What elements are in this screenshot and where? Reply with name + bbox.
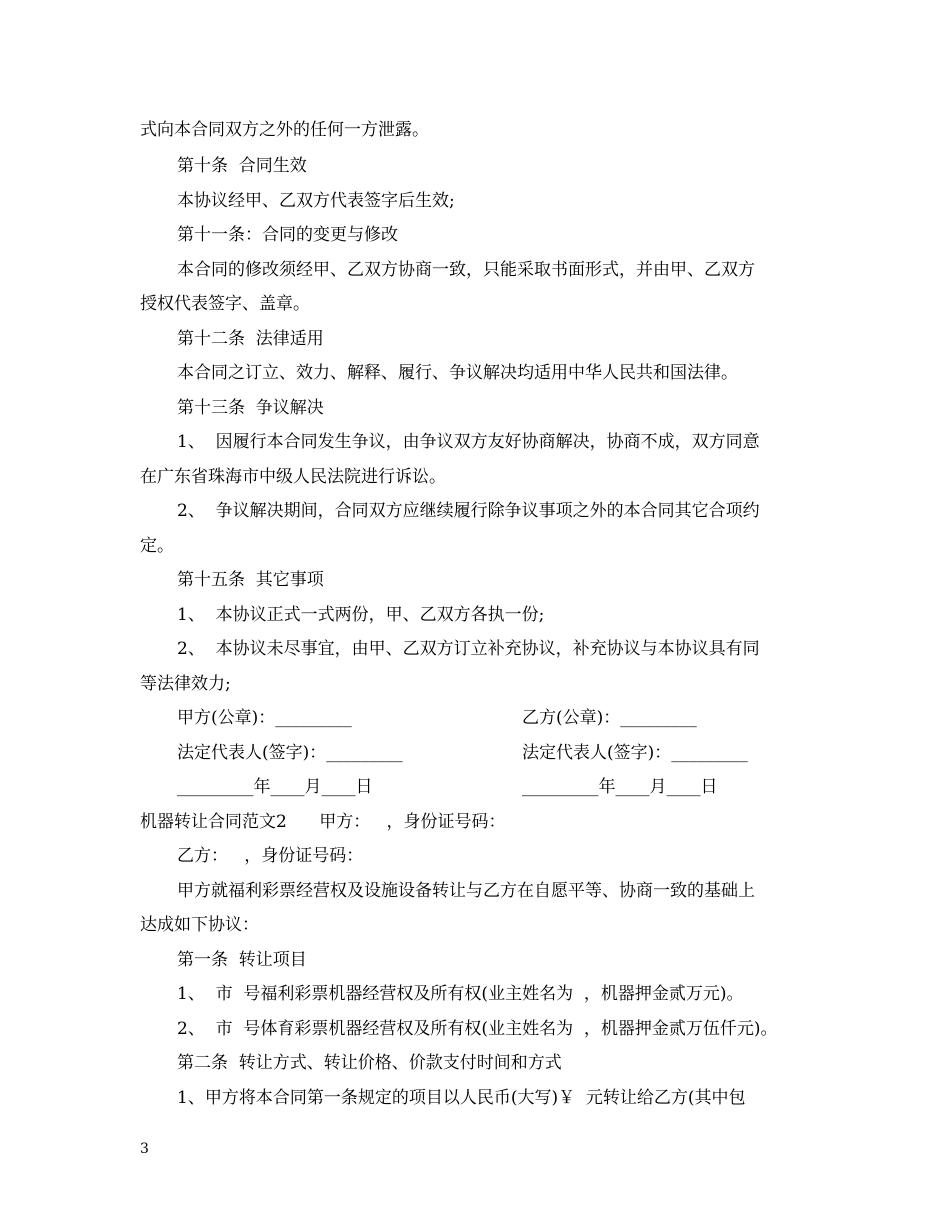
text-line: 甲方就福利彩票经营权及设施设备转让与乙方在自愿平等、协商一致的基础上: [177, 881, 755, 901]
document-title-line: 机器转让合同范文2 甲方： ，身份证号码：: [140, 812, 506, 832]
text-line: 1、 本协议正式一式两份，甲、乙双方各执一份;: [177, 605, 545, 625]
party-a-date: _________年____月____日: [177, 777, 373, 797]
text-line: 2、 市 号体育彩票机器经营权及所有权(业主姓名为 ，机器押金贰万伍仟元)。: [177, 1019, 778, 1039]
section-heading: 第二条 转让方式、转让价格、价款支付时间和方式: [177, 1053, 562, 1073]
text-line: 在广东省珠海市中级人民法院进行诉讼。: [140, 467, 446, 487]
section-heading: 第十五条 其它事项: [177, 570, 324, 590]
page-number: 3: [140, 1141, 149, 1157]
text-line: 定。: [140, 536, 174, 556]
section-heading: 第十条 合同生效: [177, 156, 307, 176]
text-line: 1、 因履行本合同发生争议，由争议双方友好协商解决，协商不成，双方同意: [177, 432, 760, 452]
text-line: 2、 争议解决期间，合同双方应继续履行除争议事项之外的本合同其它合项约: [177, 501, 760, 521]
party-b-representative: 法定代表人(签字)：_________: [522, 743, 748, 763]
text-line: 1、甲方将本合同第一条规定的项目以人民币(大写)￥ 元转让给乙方(其中包: [177, 1088, 746, 1108]
party-b-seal: 乙方(公章)：_________: [522, 708, 697, 728]
party-b-date: _________年____月____日: [522, 777, 718, 797]
text-line: 本合同之订立、效力、解释、履行、争议解决均适用中华人民共和国法律。: [177, 363, 738, 383]
section-heading: 第一条 转让项目: [177, 950, 307, 970]
text-line: 本合同的修改须经甲、乙双方协商一致，只能采取书面形式，并由甲、乙双方: [177, 260, 755, 280]
section-heading: 第十三条 争议解决: [177, 398, 324, 418]
section-heading: 第十二条 法律适用: [177, 329, 324, 349]
text-line: 达成如下协议：: [140, 915, 259, 935]
party-a-representative: 法定代表人(签字)：_________: [177, 743, 403, 763]
text-line: 式向本合同双方之外的任何一方泄露。: [140, 120, 429, 140]
party-a-seal: 甲方(公章)：_________: [177, 708, 352, 728]
text-line: 2、 本协议未尽事宜，由甲、乙双方订立补充协议，补充协议与本协议具有同: [177, 639, 760, 659]
section-heading: 第十一条：合同的变更与修改: [177, 225, 398, 245]
text-line: 乙方： ，身份证号码：: [177, 846, 364, 866]
text-line: 本协议经甲、乙双方代表签字后生效;: [177, 191, 455, 211]
text-line: 1、 市 号福利彩票机器经营权及所有权(业主姓名为 ，机器押金贰万元)。: [177, 984, 744, 1004]
text-line: 授权代表签字、盖章。: [140, 294, 310, 314]
text-line: 等法律效力;: [140, 674, 231, 694]
